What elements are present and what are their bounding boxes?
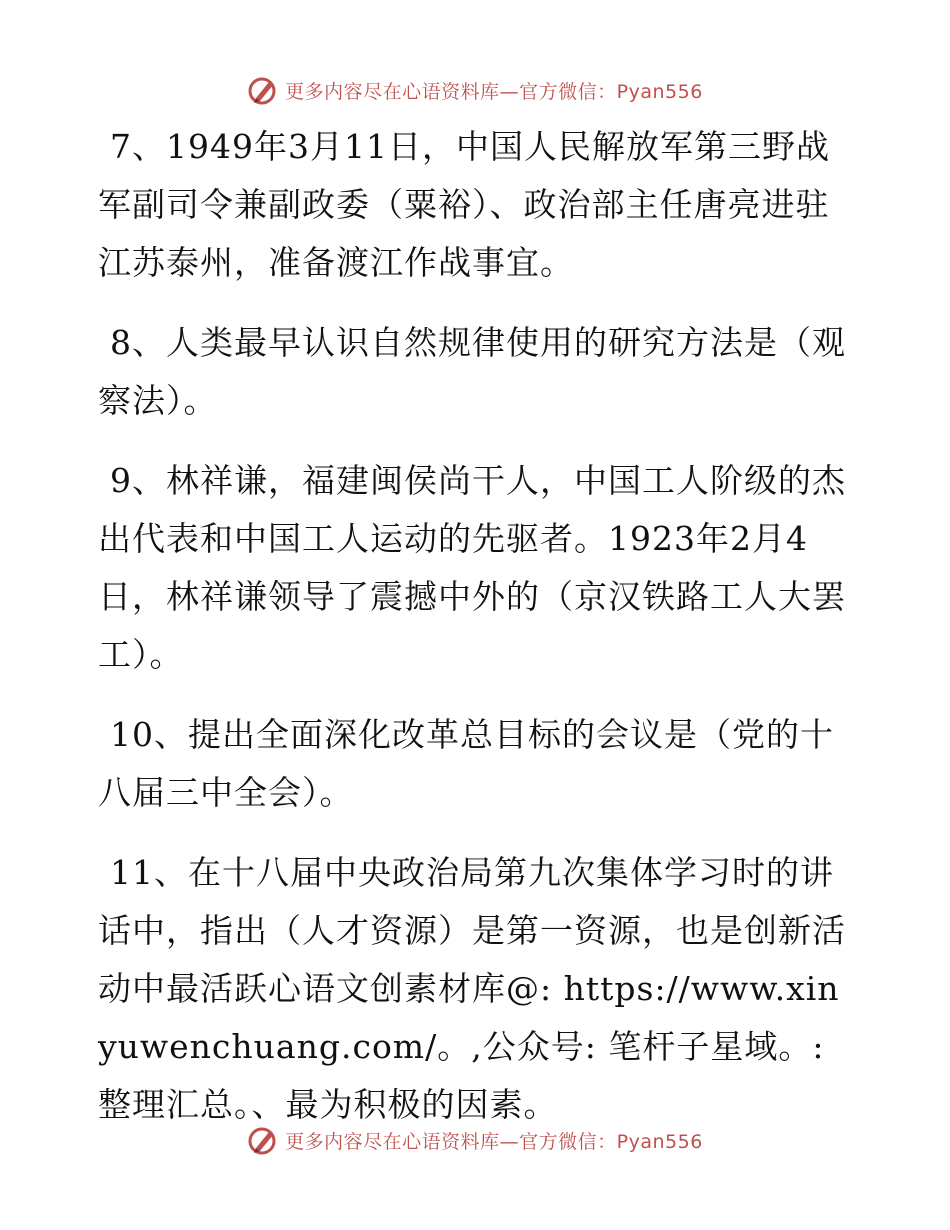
paragraph-7: [98, 118, 858, 292]
paragraph-9: [98, 452, 858, 684]
paragraph-8-text: 8、人类最早认识自然规律使用的研究方法是（观察法）。: [98, 323, 846, 420]
paragraph-8: [98, 314, 858, 430]
paragraph-7-text: 7、1949年3月11日，中国人民解放军第三野战军副司令兼副政委（粟裕）、政治部主任唐亮进驻江苏泰州，准备渡江作战事宜。: [98, 127, 830, 282]
footer-watermark-text: 更多内容尽在心语资料库—官方微信：Pyan556: [285, 1130, 703, 1153]
paragraph-9-text: 9、林祥谦，福建闽侯尚干人，中国工人阶级的杰出代表和中国工人运动的先驱者。1923年2月4日，林祥谦领导了震撼中外的（京汉铁路工人大罢工）。: [98, 461, 846, 674]
paragraph-10-text: 10、提出全面深化改革总目标的会议是（党的十八届三中全会）。: [98, 715, 834, 812]
paragraph-11: [98, 844, 858, 1134]
pen-logo-icon: [247, 1124, 279, 1156]
pen-logo-icon: [247, 74, 279, 106]
header-watermark-text: 更多内容尽在心语资料库—官方微信：Pyan556: [285, 80, 703, 103]
footer-watermark: [0, 1120, 950, 1160]
paragraph-11-text: 11、在十八届中央政治局第九次集体学习时的讲话中，指出（人才资源）是第一资源，也是创新活动中最活跃心语文创素材库@: https://www.xinyuwenchuang.com/。,公众号: 笔杆子星域。:整理汇总。、最为积极的因素。: [98, 853, 846, 1124]
header-watermark: [0, 70, 950, 110]
document-body: [98, 118, 858, 1156]
paragraph-10: [98, 706, 858, 822]
